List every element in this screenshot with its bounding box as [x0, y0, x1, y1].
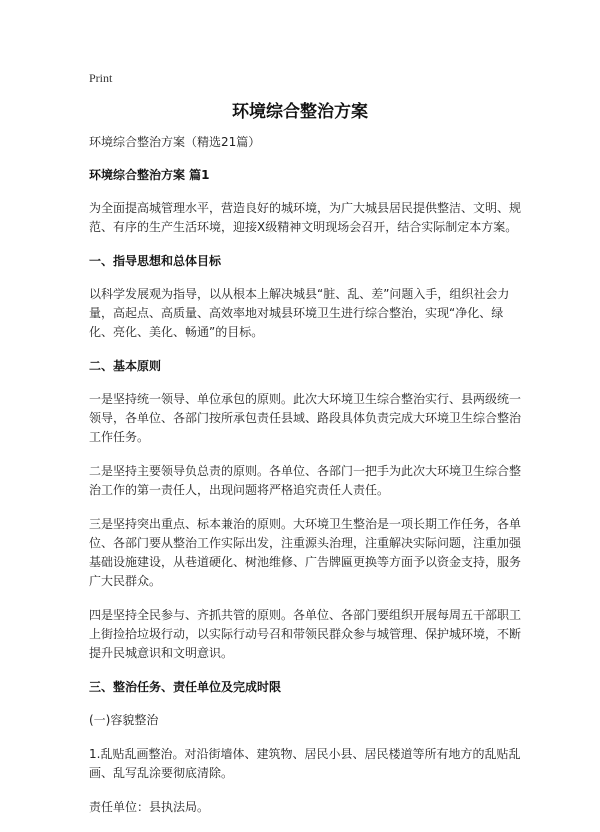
page-title: 环境综合整治方案: [232, 102, 368, 122]
section-title: 环境综合整治方案 篇1: [89, 168, 210, 182]
principle-paragraph: 三是坚持突出重点、标本兼治的原则。大环境卫生整治是一项长期工作任务，各单位、各部门要从整治工作实际出发，注重源头治理，注重解决实际问题，注重加强基础设施建设，从巷道硬化、树池维修、广告牌匾更换等方面予以资金支持，服务广大民群众。: [89, 517, 522, 588]
subheading-appearance: (一)容貌整治: [89, 713, 159, 727]
heading-guiding-ideas: 一、指导思想和总体目标: [89, 254, 222, 268]
responsible-unit: 责任单位：县执法局。: [89, 800, 210, 814]
article-subtitle: 环境综合整治方案（精选21篇）: [89, 135, 261, 149]
principle-paragraph: 二是坚持主要领导负总责的原则。各单位、各部门一把手为此次大环境卫生综合整治工作的第一责任人，出现问题将严格追究责任人责任。: [89, 464, 522, 497]
heading-tasks: 三、整治任务、责任单位及完成时限: [89, 680, 282, 694]
article-body: [89, 133, 521, 832]
heading-basic-principles: 二、基本原则: [89, 359, 162, 373]
principle-paragraph: 一是坚持统一领导、单位承包的原则。此次大环境卫生综合整治实行、县两级统一领导，各单位、各部门按所承包责任县域、路段具体负责完成大环境卫生综合整治工作任务。: [89, 392, 522, 444]
principle-paragraph: 四是坚持全民参与、齐抓共管的原则。各单位、各部门要组织开展每周五干部职工上街捡拾垃圾行动，以实际行动号召和带领民群众参与城管理、保护城环境，不断提升民城意识和文明意识。: [89, 608, 522, 660]
task-item-paragraph: 1.乱贴乱画整治。对沿街墙体、建筑物、居民小县、居民楼道等所有地方的乱贴乱画、乱写乱涂要彻底清除。: [89, 747, 521, 780]
print-link[interactable]: Print: [89, 71, 113, 85]
guiding-ideas-paragraph: 以科学发展观为指导，以从根本上解决城县“脏、乱、差”问题入手，组织社会力量，高起点、高质量、高效率地对城县环境卫生进行综合整治，实现“净化、绿化、亮化、美化、畅通”的目标。: [89, 287, 510, 339]
intro-paragraph: 为全面提高城管理水平，营造良好的城环境，为广大城县居民提供整洁、文明、规范、有序的生产生活环境，迎接X级精神文明现场会召开，结合实际制定本方案。: [89, 201, 522, 234]
